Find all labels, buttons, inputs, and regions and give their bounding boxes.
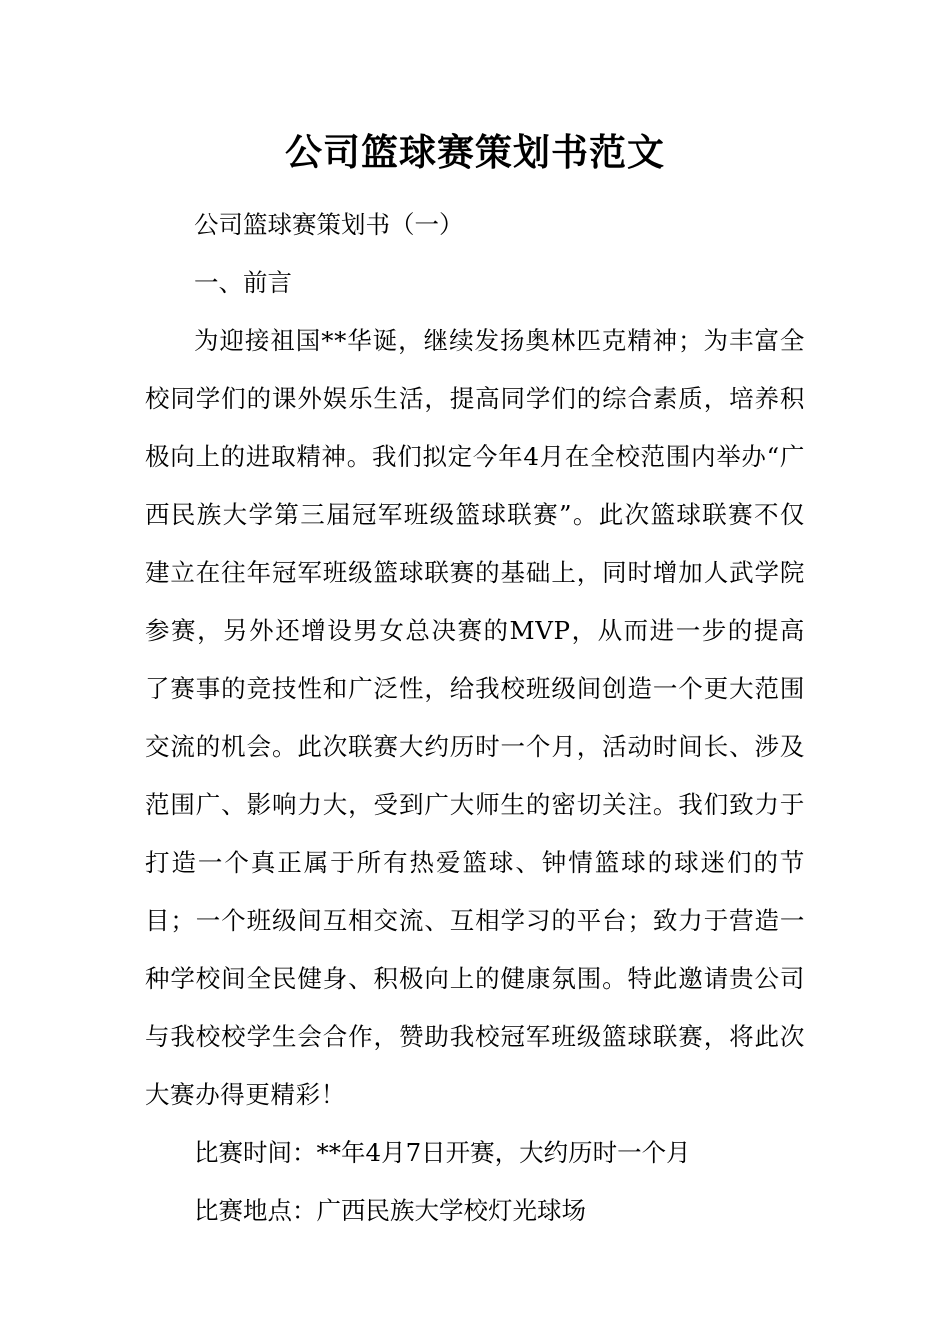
match-location: 比赛地点：广西民族大学校灯光球场: [194, 1196, 586, 1225]
match-time: 比赛时间：**年4月7日开赛，大约历时一个月: [194, 1138, 691, 1167]
document-subtitle: 公司篮球赛策划书（一）: [194, 210, 464, 239]
body-paragraph: 为迎接祖国**华诞，继续发扬奥林匹克精神；为丰富全校同学们的课外娱乐生活，提高同学们的综合素质，培养积极向上的进取精神。我们拟定今年4月在全校范围内举办“广西民族大学第三届冠军班级篮球联赛”。此次篮球联赛不仅建立在往年冠军班级篮球联赛的基础上，同时增加人武学院参赛，另外还增设男女总决赛的MVP，从而进一步的提高了赛事的竞技性和广泛性，给我校班级间创造一个更大范围交流的机会。此次联赛大约历时一个月，活动时间长、涉及范围广、影响力大，受到广大师生的密切关注。我们致力于打造一个真正属于所有热爱篮球、钟情篮球的球迷们的节目；一个班级间互相交流、互相学习的平台；致力于营造一种学校间全民健身、积极向上的健康氛围。特此邀请贵公司与我校校学生会合作，赞助我校冠军班级篮球联赛，将此次大赛办得更精彩！: [145, 326, 805, 1109]
document-body: [145, 196, 805, 1240]
section-heading: 一、前言: [194, 268, 292, 297]
document-title: 公司篮球赛策划书范文: [285, 130, 665, 174]
